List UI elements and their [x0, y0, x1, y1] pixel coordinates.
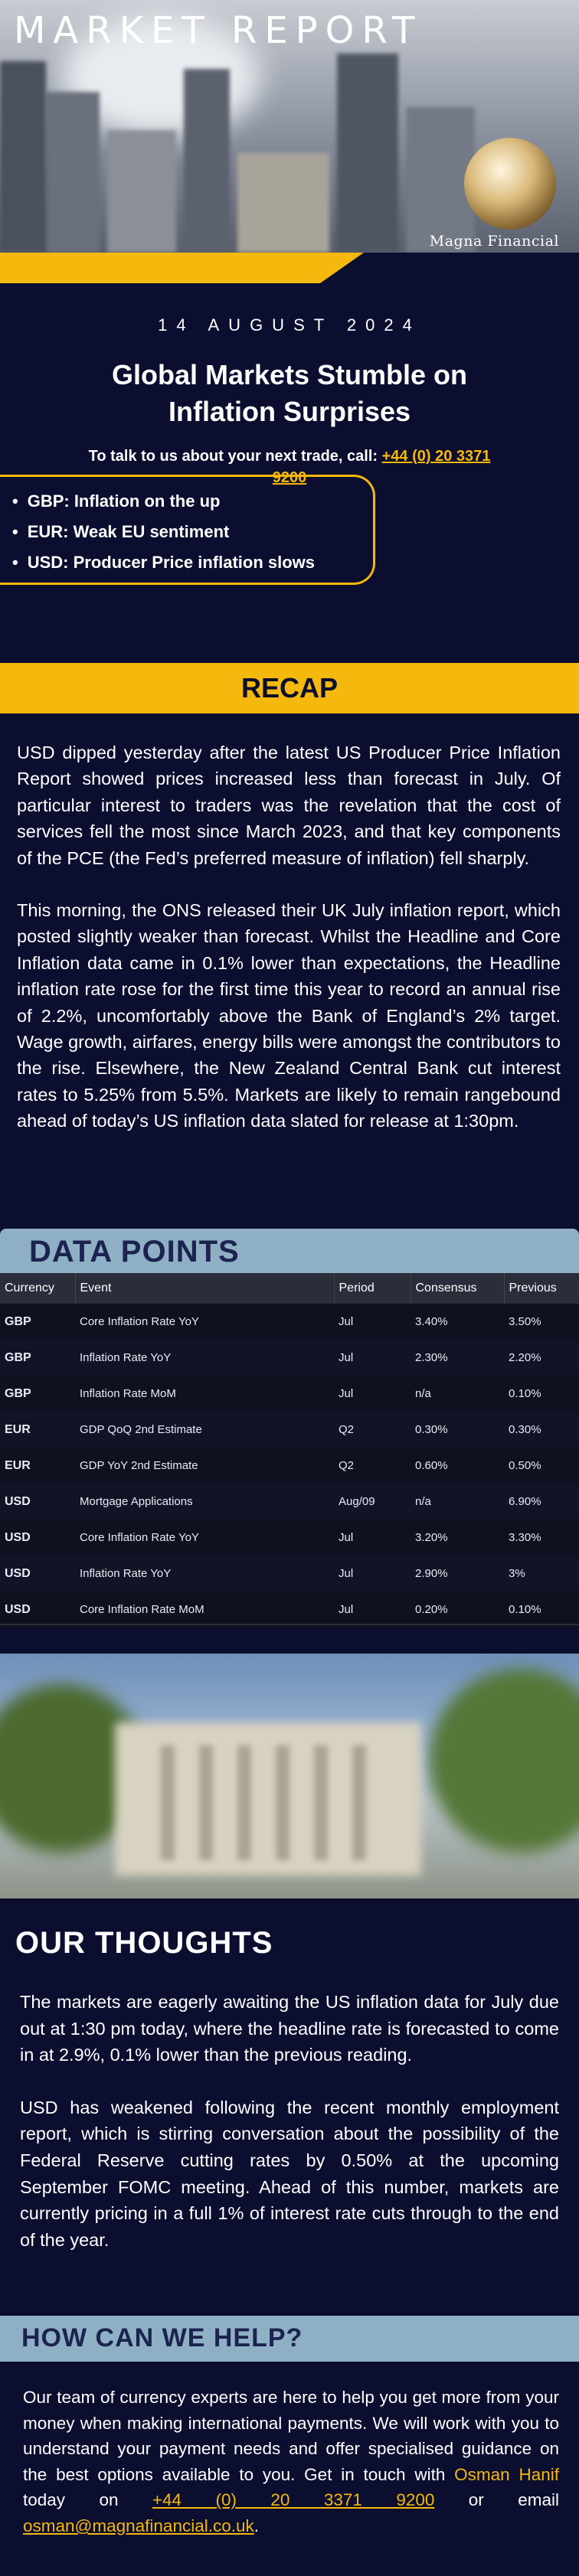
magna-logo-icon: [464, 138, 556, 230]
consensus-cell: 0.60%: [415, 1459, 448, 1472]
summary-item: • GBP: Inflation on the up: [12, 486, 373, 517]
column-header: Consensus: [411, 1273, 504, 1304]
help-body: [23, 2385, 559, 2539]
event-cell: Core Inflation Rate YoY: [80, 1531, 199, 1544]
event-cell: GDP YoY 2nd Estimate: [80, 1459, 198, 1472]
consensus-cell: 0.20%: [415, 1603, 448, 1616]
consensus-cell: 0.30%: [415, 1423, 448, 1436]
period-cell: Jul: [339, 1351, 354, 1364]
help-phone-link[interactable]: +44 (0) 20 3371 9200: [152, 2490, 435, 2510]
photo-column: [352, 1745, 366, 1860]
currency-cell: EUR: [5, 1458, 31, 1472]
thoughts-paragraph: USD has weakened following the recent monthly employment report, which is stirring conversation about the possibility of the Federal Reserve cutting rates by 0.50% at the upcoming September FOMC meeting. Ahead of this number, markets are currently pricing in a full 1% of interest rate cuts through to the end of the year.: [20, 2097, 559, 2250]
hero-banner: [0, 0, 579, 283]
table-row: [0, 1520, 579, 1556]
recap-paragraph: USD dipped yesterday after the latest US Producer Price Inflation Report showed prices increased less than forecast in July. Of particular interest to traders was the revelation that the cost of services fell the most since March 2023, and that key components of the PCE (the Fed’s preferred measure of inflation) fell sharply.: [17, 743, 561, 868]
event-cell: Inflation Rate MoM: [80, 1387, 176, 1400]
currency-cell: GBP: [5, 1314, 31, 1328]
consensus-cell: 3.40%: [415, 1315, 448, 1328]
currency-cell: GBP: [5, 1350, 31, 1364]
summary-item: • USD: Producer Price inflation slows: [12, 547, 373, 578]
hero-building: [184, 69, 230, 253]
table-divider: [0, 1624, 579, 1625]
period-cell: Jul: [339, 1531, 354, 1544]
event-cell: Inflation Rate YoY: [80, 1351, 172, 1364]
hero-building: [0, 61, 46, 253]
currency-cell: GBP: [5, 1386, 31, 1400]
contact-prefix: To talk to us about your next trade, call:: [88, 448, 378, 465]
table-row: [0, 1592, 579, 1628]
recap-paragraph: This morning, the ONS released their UK July inflation report, which posted slightly weaker than forecast. Whilst the Headline and Core Inflation data came in 0.1% lower than expectations, the Headline inflation rate rose for the first time this year to record an annual rise of 2.2%, uncomfortably above the Bank of England’s 2% target. Wage growth, airfares, energy bills were amongst the contributors to the rise. Elsewhere, the New Zealand Central Bank cut interest rates to 5.25% from 5.5%. Markets are likely to remain rangebound ahead of today’s US inflation data slated for release at 1:30pm.: [17, 900, 561, 1131]
column-header: Previous: [504, 1273, 579, 1304]
recap-body: [17, 739, 561, 1161]
help-text: or email: [434, 2490, 559, 2510]
hero-building: [237, 153, 329, 253]
previous-cell: 3%: [509, 1567, 525, 1580]
data-points-header: [0, 1229, 579, 1273]
thoughts-paragraph: The markets are eagerly awaiting the US inflation data for July due out at 1:30 pm today, where the headline rate is forecasted to come in at 2.9%, 0.1% lower than the previous reading.: [20, 1992, 559, 2065]
email-link[interactable]: osman@magnafinancial.co.uk: [23, 2516, 254, 2535]
federal-reserve-photo: [0, 1654, 579, 1899]
previous-cell: 6.90%: [509, 1495, 541, 1508]
table-body: [0, 1304, 579, 1628]
help-header: [0, 2316, 579, 2362]
data-points-table: [0, 1273, 579, 1628]
recap-heading: RECAP: [0, 663, 579, 713]
consensus-cell: 3.20%: [415, 1531, 448, 1544]
period-cell: Aug/09: [339, 1495, 375, 1508]
period-cell: Jul: [339, 1387, 354, 1400]
photo-column: [161, 1745, 175, 1860]
table-row: [0, 1556, 579, 1592]
photo-column: [276, 1745, 290, 1860]
help-heading: HOW CAN WE HELP?: [21, 2323, 303, 2352]
event-cell: Core Inflation Rate MoM: [80, 1603, 204, 1616]
table-row: [0, 1412, 579, 1448]
table-row: [0, 1376, 579, 1412]
hero-building: [107, 130, 176, 253]
column-header: Period: [334, 1273, 411, 1304]
previous-cell: 3.30%: [509, 1531, 541, 1544]
thoughts-heading: OUR THOUGHTS: [15, 1926, 273, 1960]
previous-cell: 0.10%: [509, 1387, 541, 1400]
consensus-cell: n/a: [415, 1387, 431, 1400]
summary-box: [0, 475, 375, 585]
period-cell: Q2: [339, 1459, 355, 1472]
consensus-cell: 2.90%: [415, 1567, 448, 1580]
period-cell: Q2: [339, 1423, 355, 1436]
previous-cell: 0.10%: [509, 1603, 541, 1616]
event-cell: Core Inflation Rate YoY: [80, 1315, 199, 1328]
contact-name: Osman Hanif: [454, 2464, 559, 2484]
consensus-cell: n/a: [415, 1495, 431, 1508]
table-header-row: [0, 1273, 579, 1304]
table-row: [0, 1448, 579, 1484]
currency-cell: EUR: [5, 1422, 31, 1436]
intro-section: [0, 283, 579, 666]
report-date: 14 AUGUST 2024: [158, 315, 421, 335]
period-cell: Jul: [339, 1603, 354, 1616]
data-points-heading: DATA POINTS: [29, 1235, 240, 1268]
data-points-section: [0, 1229, 579, 1627]
event-cell: GDP QoQ 2nd Estimate: [80, 1423, 202, 1436]
summary-list: [0, 477, 373, 578]
help-text: today on: [23, 2490, 152, 2510]
previous-cell: 0.50%: [509, 1459, 541, 1472]
previous-cell: 2.20%: [509, 1351, 541, 1364]
period-cell: Jul: [339, 1567, 354, 1580]
column-header: Currency: [0, 1273, 75, 1304]
report-title: MARKET REPORT: [14, 9, 423, 52]
hero-accent-stripe: [0, 253, 364, 283]
photo-tree: [429, 1669, 579, 1853]
table-row: [0, 1484, 579, 1520]
thoughts-section: [0, 1899, 579, 2316]
help-text: .: [254, 2516, 260, 2535]
currency-cell: USD: [5, 1494, 31, 1508]
headline: Global Markets Stumble on Inflation Surprises: [111, 359, 468, 427]
photo-column: [237, 1745, 251, 1860]
column-header: Event: [75, 1273, 334, 1304]
thoughts-body: [20, 1989, 559, 2279]
table-row: [0, 1304, 579, 1340]
photo-column: [199, 1745, 213, 1860]
event-cell: Mortgage Applications: [80, 1495, 193, 1508]
previous-cell: 0.30%: [509, 1423, 541, 1436]
previous-cell: 3.50%: [509, 1315, 541, 1328]
consensus-cell: 2.30%: [415, 1351, 448, 1364]
hero-building: [46, 92, 100, 253]
photo-column: [314, 1745, 328, 1860]
event-cell: Inflation Rate YoY: [80, 1567, 172, 1580]
currency-cell: USD: [5, 1602, 31, 1616]
table-row: [0, 1340, 579, 1376]
hero-building: [337, 54, 398, 253]
period-cell: Jul: [339, 1315, 354, 1328]
help-text: Our team of currency experts are here to help you get more from your money when making international payments. We will work with you to understand your payment needs and offer specialised guidance on the best options available to you. Get in touch with: [23, 2388, 559, 2484]
brand-name: Magna Financial: [429, 233, 559, 250]
phone-link[interactable]: +44 (0) 20 3371 9200: [272, 448, 491, 486]
currency-cell: USD: [5, 1530, 31, 1544]
summary-item: • EUR: Weak EU sentiment: [12, 517, 373, 547]
currency-cell: USD: [5, 1566, 31, 1580]
